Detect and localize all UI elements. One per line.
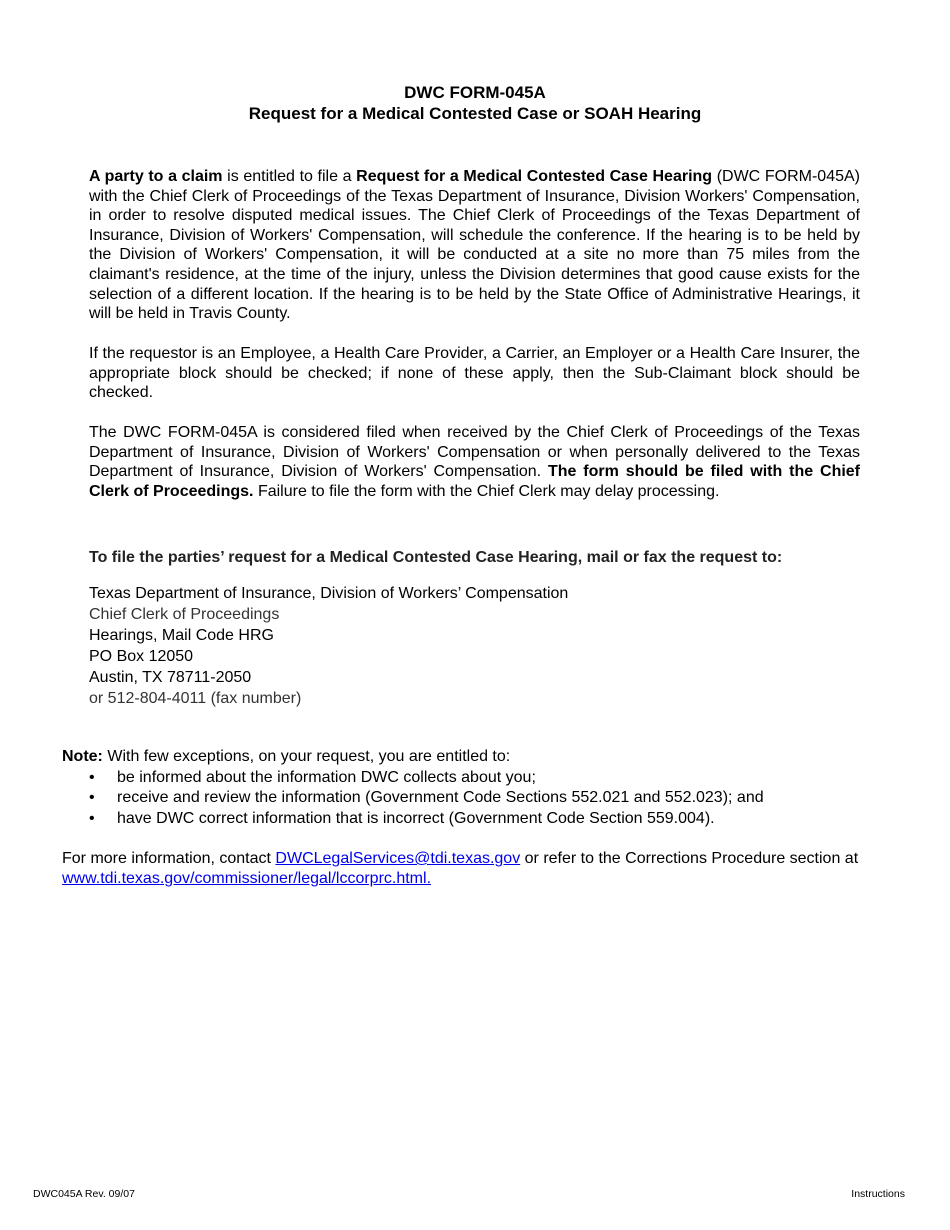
list-item-text: receive and review the information (Government Code Sections 552.021 and 552.023); and (117, 789, 764, 807)
paragraph1-bold-request: Request for a Medical Contested Case Hearing (356, 168, 713, 185)
note-label: Note: (62, 748, 103, 765)
address-line-fax: or 512-804-4011 (fax number) (89, 690, 302, 707)
paragraph3-bold: The form should be filed with the Chief Clerk of Proceedings. (89, 463, 861, 500)
paragraph1-text-a: is entitled to file a (222, 168, 357, 185)
more-info-text-a: For more information, contact (62, 850, 276, 867)
email-link[interactable]: DWCLegalServices@tdi.texas.gov (275, 850, 521, 867)
paragraph1-bold-lead: A party to a claim (89, 168, 223, 185)
corrections-procedure-link[interactable]: www.tdi.texas.gov/commissioner/legal/lccorprc.html. (62, 870, 432, 887)
mailing-address (89, 583, 568, 709)
address-line: Texas Department of Insurance, Division of Workers’ Compensation (89, 585, 569, 602)
address-line: Austin, TX 78711-2050 (89, 669, 252, 686)
list-item-text: have DWC correct information that is incorrect (Government Code Section 559.004). (117, 810, 715, 828)
list-item (62, 768, 922, 789)
form-title: Request for a Medical Contested Case or SOAH Hearing (248, 104, 702, 123)
footer-revision: DWC045A Rev. 09/07 (33, 1188, 135, 1200)
address-line: Hearings, Mail Code HRG (89, 627, 274, 644)
list-item-text: be informed about the information DWC collects about you; (117, 768, 536, 786)
privacy-note (62, 747, 922, 830)
list-item (62, 809, 922, 830)
note-intro (62, 747, 922, 768)
address-line: PO Box 12050 (89, 648, 194, 665)
bullet-icon: • (89, 789, 95, 807)
paragraph3-text-b: Failure to file the form with the Chief Clerk may delay processing. (253, 482, 720, 500)
bullet-icon: • (89, 768, 95, 786)
filing-heading: To file the parties’ request for a Medical Contested Case Hearing, mail or fax the request to: (89, 549, 783, 566)
paragraph3-text-a: The DWC FORM-045A is considered filed when received by the Chief Clerk of Proceedings of the Texas Department of Insurance, Division of Workers' Compensation or when personally delivered to the Texas Department of Insurance, Division of Workers' Compensation. (89, 424, 860, 481)
more-info-paragraph (62, 849, 922, 889)
address-line: Chief Clerk of Proceedings (89, 606, 280, 623)
list-item (62, 788, 922, 809)
note-list (62, 768, 922, 830)
paragraph-filing-rules (89, 423, 860, 501)
paragraph-requestor-block: If the requestor is an Employee, a Health Care Provider, a Carrier, an Employer or a Health Care Insurer, the appropriate block should be checked; if none of these apply, then the Sub-Claimant block should be checked. (89, 345, 860, 402)
paragraph-party-to-claim (89, 167, 860, 324)
paragraph1-text-b: (DWC FORM-045A) with the Chief Clerk of Proceedings of the Texas Department of Insurance, Division Workers' Compensation, in order to resolve disputed medical issues. The Chief Clerk of Proceedings of the Texas Department of Insurance, Division of Workers' Compensation, will schedule the conference. If the hearing is to be held by the Division of Workers' Compensation, it will be conducted at a site no more than 75 miles from the claimant's residence, at the time of the injury, unless the Division determines that good cause exists for the selection of a different location. If the hearing is to be held by the State Office of Administrative Hearings, it will be held in Travis County. (89, 168, 860, 323)
form-number: DWC FORM-045A (404, 83, 546, 102)
note-intro-text: With few exceptions, on your request, you are entitled to: (102, 748, 511, 765)
footer-instructions: Instructions (851, 1188, 905, 1200)
bullet-icon: • (89, 810, 95, 828)
more-info-text-b: or refer to the Corrections Procedure section at (520, 850, 859, 867)
